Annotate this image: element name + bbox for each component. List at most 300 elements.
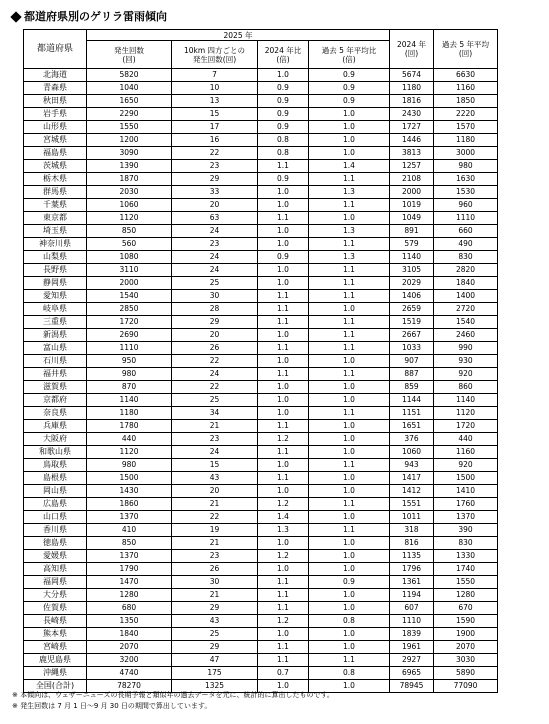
count-2025-cell: 410 (87, 524, 172, 537)
prefecture-cell: 滋賀県 (24, 381, 87, 394)
avg5-cell: 6630 (434, 69, 498, 82)
prefecture-cell: 岐阜県 (24, 303, 87, 316)
prefecture-cell: 山口県 (24, 511, 87, 524)
per10km-cell: 26 (172, 563, 258, 576)
ratio-2024-cell: 0.9 (258, 121, 309, 134)
ratio-avg-cell: 0.9 (309, 69, 390, 82)
count-2024-cell: 1839 (390, 628, 434, 641)
count-2025-cell: 78270 (87, 680, 172, 693)
table-row (24, 134, 498, 147)
avg5-cell: 980 (434, 160, 498, 173)
ratio-2024-cell: 1.0 (258, 394, 309, 407)
avg5-cell: 670 (434, 602, 498, 615)
ratio-2024-cell: 1.1 (258, 589, 309, 602)
avg5-cell: 1500 (434, 472, 498, 485)
count-2025-cell: 5820 (87, 69, 172, 82)
count-2024-cell: 943 (390, 459, 434, 472)
prefecture-cell: 新潟県 (24, 329, 87, 342)
table-row (24, 602, 498, 615)
count-2025-cell: 2000 (87, 277, 172, 290)
ratio-avg-cell: 1.0 (309, 147, 390, 160)
ratio-2024-cell: 1.1 (258, 290, 309, 303)
prefecture-cell: 沖縄県 (24, 667, 87, 680)
table-row (24, 381, 498, 394)
prefecture-cell: 大阪府 (24, 433, 87, 446)
table-row (24, 173, 498, 186)
table-row (24, 368, 498, 381)
ratio-avg-cell: 1.0 (309, 537, 390, 550)
per10km-cell: 15 (172, 108, 258, 121)
prefecture-cell: 神奈川県 (24, 238, 87, 251)
table-row (24, 251, 498, 264)
count-2024-cell: 1049 (390, 212, 434, 225)
count-2024-cell: 1361 (390, 576, 434, 589)
header-ratio-avg-line1: 過去 5 年平均比 (321, 45, 377, 55)
count-2024-cell: 1519 (390, 316, 434, 329)
ratio-avg-cell: 1.1 (309, 407, 390, 420)
count-2024-cell: 1011 (390, 511, 434, 524)
ratio-2024-cell: 1.1 (258, 446, 309, 459)
prefecture-cell: 北海道 (24, 69, 87, 82)
ratio-avg-cell: 1.0 (309, 446, 390, 459)
avg5-cell: 1160 (434, 82, 498, 95)
count-2025-cell: 1650 (87, 95, 172, 108)
avg5-cell: 1330 (434, 550, 498, 563)
avg5-cell: 440 (434, 433, 498, 446)
count-2025-cell: 1280 (87, 589, 172, 602)
count-2025-cell: 1540 (87, 290, 172, 303)
prefecture-cell: 奈良県 (24, 407, 87, 420)
count-2025-cell: 1550 (87, 121, 172, 134)
prefecture-cell: 長野県 (24, 264, 87, 277)
count-2025-cell: 1860 (87, 498, 172, 511)
prefecture-cell: 埼玉県 (24, 225, 87, 238)
footnote-2: ※ 発生回数は 7 月 1 日〜9 月 30 日の期間で算出しています。 (12, 702, 212, 710)
count-2025-cell: 980 (87, 368, 172, 381)
ratio-avg-cell: 1.0 (309, 394, 390, 407)
table-row (24, 563, 498, 576)
avg5-cell: 1280 (434, 589, 498, 602)
table-row (24, 537, 498, 550)
per10km-cell: 28 (172, 303, 258, 316)
ratio-2024-cell: 1.1 (258, 602, 309, 615)
count-2025-cell: 1840 (87, 628, 172, 641)
header-count-2024-line1: 2024 年 (397, 40, 426, 49)
prefecture-cell: 山形県 (24, 121, 87, 134)
prefecture-cell: 岡山県 (24, 485, 87, 498)
count-2025-cell: 1790 (87, 563, 172, 576)
prefecture-cell: 長崎県 (24, 615, 87, 628)
ratio-avg-cell: 1.0 (309, 641, 390, 654)
ratio-avg-cell: 1.1 (309, 368, 390, 381)
per10km-cell: 13 (172, 95, 258, 108)
prefecture-table (23, 29, 498, 693)
count-2025-cell: 2070 (87, 641, 172, 654)
prefecture-cell: 愛媛県 (24, 550, 87, 563)
avg5-cell: 1120 (434, 407, 498, 420)
ratio-2024-cell: 0.9 (258, 251, 309, 264)
table-row (24, 654, 498, 667)
ratio-2024-cell: 1.0 (258, 199, 309, 212)
count-2025-cell: 1500 (87, 472, 172, 485)
avg5-cell: 660 (434, 225, 498, 238)
count-2025-cell: 950 (87, 355, 172, 368)
ratio-avg-cell: 1.1 (309, 173, 390, 186)
prefecture-cell: 大分県 (24, 589, 87, 602)
diamond-bullet-icon (10, 11, 21, 22)
count-2025-cell: 1120 (87, 446, 172, 459)
per10km-cell: 25 (172, 394, 258, 407)
per10km-cell: 29 (172, 173, 258, 186)
avg5-cell: 1590 (434, 615, 498, 628)
per10km-cell: 24 (172, 368, 258, 381)
count-2024-cell: 2927 (390, 654, 434, 667)
count-2024-cell: 887 (390, 368, 434, 381)
avg5-cell: 990 (434, 342, 498, 355)
header-prefecture: 都道府県 (24, 30, 87, 69)
header-avg5-line2: (回) (458, 49, 473, 58)
table-row (24, 264, 498, 277)
count-2024-cell: 2667 (390, 329, 434, 342)
ratio-2024-cell: 1.2 (258, 615, 309, 628)
table-row (24, 342, 498, 355)
ratio-2024-cell: 1.4 (258, 511, 309, 524)
per10km-cell: 22 (172, 511, 258, 524)
table-row (24, 433, 498, 446)
avg5-cell: 860 (434, 381, 498, 394)
prefecture-cell: 徳島県 (24, 537, 87, 550)
title-text: 都道府県別のゲリラ雷雨傾向 (24, 10, 167, 23)
per10km-cell: 23 (172, 433, 258, 446)
count-2025-cell: 1780 (87, 420, 172, 433)
ratio-avg-cell: 1.4 (309, 160, 390, 173)
avg5-cell: 77090 (434, 680, 498, 693)
table-row (24, 511, 498, 524)
count-2025-cell: 4740 (87, 667, 172, 680)
prefecture-cell: 香川県 (24, 524, 87, 537)
ratio-2024-cell: 0.9 (258, 108, 309, 121)
ratio-2024-cell: 1.0 (258, 277, 309, 290)
count-2024-cell: 1019 (390, 199, 434, 212)
ratio-2024-cell: 0.8 (258, 134, 309, 147)
count-2025-cell: 1390 (87, 160, 172, 173)
per10km-cell: 33 (172, 186, 258, 199)
table-row (24, 329, 498, 342)
ratio-avg-cell: 1.0 (309, 589, 390, 602)
count-2024-cell: 1417 (390, 472, 434, 485)
count-2025-cell: 3200 (87, 654, 172, 667)
count-2024-cell: 78945 (390, 680, 434, 693)
count-2025-cell: 1140 (87, 394, 172, 407)
ratio-2024-cell: 1.0 (258, 355, 309, 368)
table-row (24, 446, 498, 459)
ratio-avg-cell: 1.3 (309, 225, 390, 238)
avg5-cell: 2460 (434, 329, 498, 342)
ratio-avg-cell: 1.0 (309, 108, 390, 121)
count-2024-cell: 907 (390, 355, 434, 368)
ratio-avg-cell: 1.1 (309, 329, 390, 342)
prefecture-cell: 鳥取県 (24, 459, 87, 472)
ratio-2024-cell: 1.0 (258, 485, 309, 498)
prefecture-cell: 秋田県 (24, 95, 87, 108)
per10km-cell: 21 (172, 420, 258, 433)
count-2024-cell: 3813 (390, 147, 434, 160)
header-2025-group: 2025 年 (87, 30, 390, 41)
avg5-cell: 390 (434, 524, 498, 537)
ratio-2024-cell: 1.0 (258, 238, 309, 251)
ratio-avg-cell: 1.0 (309, 550, 390, 563)
table-row (24, 576, 498, 589)
avg5-cell: 1110 (434, 212, 498, 225)
ratio-avg-cell: 1.1 (309, 264, 390, 277)
avg5-cell: 5890 (434, 667, 498, 680)
table-row (24, 550, 498, 563)
count-2024-cell: 1180 (390, 82, 434, 95)
ratio-avg-cell: 1.0 (309, 303, 390, 316)
prefecture-cell: 福島県 (24, 147, 87, 160)
ratio-2024-cell: 1.1 (258, 641, 309, 654)
avg5-cell: 1180 (434, 134, 498, 147)
ratio-2024-cell: 1.0 (258, 381, 309, 394)
prefecture-cell: 山梨県 (24, 251, 87, 264)
count-2024-cell: 1257 (390, 160, 434, 173)
count-2025-cell: 1180 (87, 407, 172, 420)
ratio-2024-cell: 1.0 (258, 186, 309, 199)
count-2024-cell: 6965 (390, 667, 434, 680)
ratio-avg-cell: 0.9 (309, 576, 390, 589)
table-row (24, 472, 498, 485)
prefecture-cell: 島根県 (24, 472, 87, 485)
avg5-cell: 1900 (434, 628, 498, 641)
table-row (24, 121, 498, 134)
header-ratio-2024-line2: (倍) (276, 54, 290, 64)
per10km-cell: 21 (172, 589, 258, 602)
ratio-2024-cell: 1.0 (258, 680, 309, 693)
prefecture-cell: 栃木県 (24, 173, 87, 186)
footnote-1: ※ 本傾向は、ウェザーニューズの長期予報と類似年の過去データを元に、統計的に算出したものです。 (12, 691, 334, 699)
table-row (24, 186, 498, 199)
header-ratio-avg (309, 41, 390, 69)
per10km-cell: 10 (172, 82, 258, 95)
table-row (24, 108, 498, 121)
ratio-2024-cell: 1.0 (258, 459, 309, 472)
avg5-cell: 1630 (434, 173, 498, 186)
ratio-2024-cell: 1.0 (258, 329, 309, 342)
count-2025-cell: 980 (87, 459, 172, 472)
ratio-avg-cell: 1.1 (309, 316, 390, 329)
ratio-avg-cell: 1.0 (309, 472, 390, 485)
ratio-avg-cell: 1.0 (309, 433, 390, 446)
count-2024-cell: 1551 (390, 498, 434, 511)
count-2024-cell: 2659 (390, 303, 434, 316)
ratio-2024-cell: 1.1 (258, 368, 309, 381)
count-2024-cell: 2029 (390, 277, 434, 290)
per10km-cell: 22 (172, 355, 258, 368)
count-2024-cell: 3105 (390, 264, 434, 277)
ratio-2024-cell: 1.1 (258, 576, 309, 589)
count-2024-cell: 1816 (390, 95, 434, 108)
ratio-2024-cell: 1.1 (258, 212, 309, 225)
ratio-avg-cell: 1.1 (309, 342, 390, 355)
avg5-cell: 830 (434, 251, 498, 264)
prefecture-cell: 兵庫県 (24, 420, 87, 433)
count-2025-cell: 2030 (87, 186, 172, 199)
avg5-cell: 3000 (434, 147, 498, 160)
prefecture-cell: 富山県 (24, 342, 87, 355)
header-count-2025 (87, 41, 172, 69)
table-body (24, 69, 498, 693)
count-2025-cell: 1370 (87, 511, 172, 524)
ratio-2024-cell: 1.0 (258, 264, 309, 277)
table-row (24, 615, 498, 628)
per10km-cell: 24 (172, 225, 258, 238)
avg5-cell: 1570 (434, 121, 498, 134)
count-2025-cell: 680 (87, 602, 172, 615)
ratio-avg-cell: 1.1 (309, 290, 390, 303)
avg5-cell: 1720 (434, 420, 498, 433)
ratio-2024-cell: 1.0 (258, 69, 309, 82)
count-2025-cell: 1870 (87, 173, 172, 186)
per10km-cell: 23 (172, 550, 258, 563)
ratio-2024-cell: 1.1 (258, 160, 309, 173)
prefecture-cell: 宮崎県 (24, 641, 87, 654)
table-row (24, 212, 498, 225)
prefecture-cell: 宮城県 (24, 134, 87, 147)
count-2024-cell: 859 (390, 381, 434, 394)
ratio-2024-cell: 1.0 (258, 537, 309, 550)
per10km-cell: 21 (172, 537, 258, 550)
table-row (24, 589, 498, 602)
prefecture-cell: 全国(合計) (24, 680, 87, 693)
avg5-cell: 3030 (434, 654, 498, 667)
count-2024-cell: 376 (390, 433, 434, 446)
table-row (24, 628, 498, 641)
count-2024-cell: 1727 (390, 121, 434, 134)
count-2024-cell: 1144 (390, 394, 434, 407)
table-row (24, 641, 498, 654)
header-ratio-2024 (258, 41, 309, 69)
count-2025-cell: 1370 (87, 550, 172, 563)
table-row (24, 277, 498, 290)
count-2024-cell: 1140 (390, 251, 434, 264)
prefecture-cell: 岩手県 (24, 108, 87, 121)
ratio-2024-cell: 1.1 (258, 316, 309, 329)
prefecture-cell: 愛知県 (24, 290, 87, 303)
avg5-cell: 1840 (434, 277, 498, 290)
avg5-cell: 1740 (434, 563, 498, 576)
count-2025-cell: 1470 (87, 576, 172, 589)
count-2024-cell: 1446 (390, 134, 434, 147)
ratio-avg-cell: 0.8 (309, 615, 390, 628)
ratio-avg-cell: 1.0 (309, 381, 390, 394)
avg5-cell: 490 (434, 238, 498, 251)
ratio-2024-cell: 1.1 (258, 420, 309, 433)
per10km-cell: 29 (172, 316, 258, 329)
count-2024-cell: 1651 (390, 420, 434, 433)
avg5-cell: 2070 (434, 641, 498, 654)
per10km-cell: 30 (172, 290, 258, 303)
per10km-cell: 1325 (172, 680, 258, 693)
count-2025-cell: 2850 (87, 303, 172, 316)
table-row (24, 199, 498, 212)
ratio-avg-cell: 1.0 (309, 628, 390, 641)
per10km-cell: 22 (172, 147, 258, 160)
ratio-avg-cell: 1.1 (309, 524, 390, 537)
per10km-cell: 23 (172, 160, 258, 173)
prefecture-cell: 千葉県 (24, 199, 87, 212)
avg5-cell: 1160 (434, 446, 498, 459)
per10km-cell: 29 (172, 602, 258, 615)
ratio-2024-cell: 1.2 (258, 498, 309, 511)
per10km-cell: 25 (172, 277, 258, 290)
ratio-avg-cell: 1.1 (309, 498, 390, 511)
table-row (24, 290, 498, 303)
ratio-2024-cell: 1.1 (258, 342, 309, 355)
count-2024-cell: 1406 (390, 290, 434, 303)
count-2024-cell: 1151 (390, 407, 434, 420)
ratio-2024-cell: 1.0 (258, 407, 309, 420)
ratio-2024-cell: 1.1 (258, 472, 309, 485)
ratio-avg-cell: 1.1 (309, 654, 390, 667)
per10km-cell: 175 (172, 667, 258, 680)
count-2024-cell: 2000 (390, 186, 434, 199)
count-2025-cell: 2290 (87, 108, 172, 121)
avg5-cell: 830 (434, 537, 498, 550)
count-2025-cell: 1040 (87, 82, 172, 95)
ratio-avg-cell: 1.1 (309, 277, 390, 290)
ratio-avg-cell: 1.0 (309, 121, 390, 134)
ratio-2024-cell: 1.1 (258, 303, 309, 316)
count-2024-cell: 318 (390, 524, 434, 537)
prefecture-cell: 茨城県 (24, 160, 87, 173)
count-2025-cell: 1720 (87, 316, 172, 329)
avg5-cell: 1550 (434, 576, 498, 589)
table-row (24, 95, 498, 108)
header-count-2025-line1: 発生回数 (114, 45, 144, 55)
count-2024-cell: 1194 (390, 589, 434, 602)
ratio-avg-cell: 0.9 (309, 82, 390, 95)
prefecture-cell: 三重県 (24, 316, 87, 329)
ratio-avg-cell: 1.1 (309, 238, 390, 251)
avg5-cell: 930 (434, 355, 498, 368)
ratio-avg-cell: 1.0 (309, 212, 390, 225)
header-count-2024-line2: (回) (404, 49, 419, 58)
prefecture-cell: 青森県 (24, 82, 87, 95)
ratio-avg-cell: 1.0 (309, 680, 390, 693)
count-2024-cell: 1110 (390, 615, 434, 628)
header-ratio-avg-line2: (倍) (342, 54, 356, 64)
ratio-avg-cell: 0.9 (309, 95, 390, 108)
avg5-cell: 1850 (434, 95, 498, 108)
count-2024-cell: 891 (390, 225, 434, 238)
avg5-cell: 920 (434, 368, 498, 381)
per10km-cell: 43 (172, 472, 258, 485)
table-row (24, 394, 498, 407)
table-row (24, 225, 498, 238)
ratio-2024-cell: 0.8 (258, 147, 309, 160)
count-2024-cell: 579 (390, 238, 434, 251)
table-row (24, 316, 498, 329)
count-2025-cell: 1120 (87, 212, 172, 225)
table-row (24, 485, 498, 498)
count-2025-cell: 560 (87, 238, 172, 251)
table-row (24, 420, 498, 433)
ratio-2024-cell: 1.1 (258, 654, 309, 667)
count-2024-cell: 1961 (390, 641, 434, 654)
count-2024-cell: 1796 (390, 563, 434, 576)
prefecture-cell: 熊本県 (24, 628, 87, 641)
count-2025-cell: 3090 (87, 147, 172, 160)
